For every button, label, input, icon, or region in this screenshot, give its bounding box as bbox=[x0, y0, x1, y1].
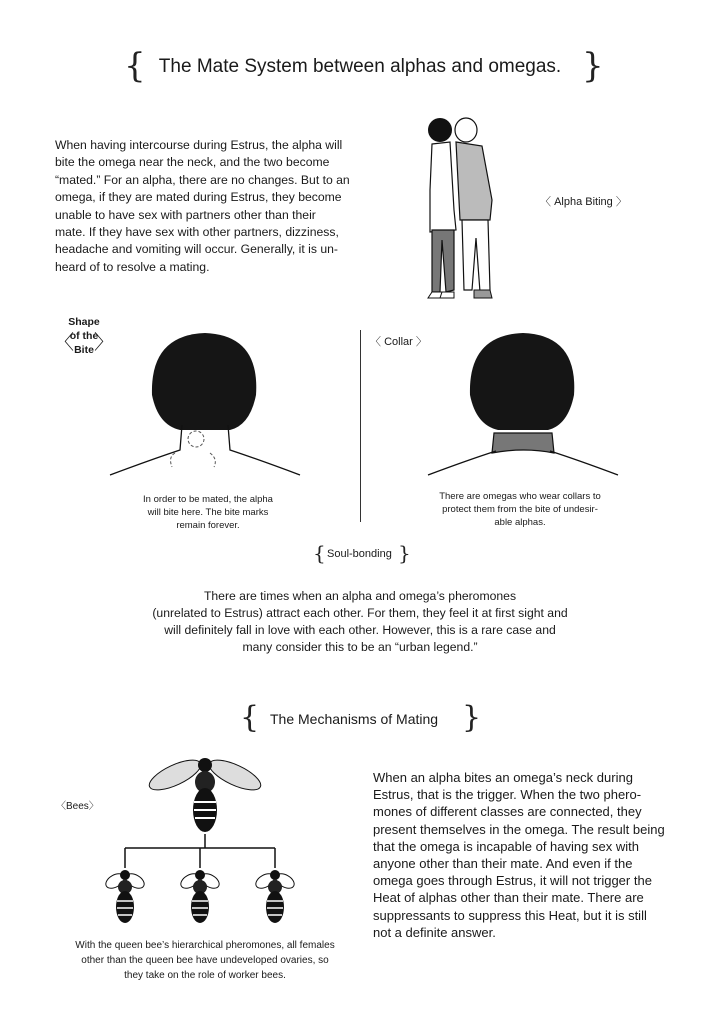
worker-bee-icon bbox=[178, 870, 221, 923]
bite-neck-illustration bbox=[100, 325, 310, 485]
mechanisms-line: present themselves in the omega. The result being bbox=[373, 821, 665, 837]
bite-caption-line: will bite here. The bite marks bbox=[147, 507, 269, 518]
bees-caption-line: With the queen bee’s hierarchical pheromones, all females bbox=[75, 940, 335, 951]
mechanisms-line: suppressants to suppress this Heat, but it is still bbox=[373, 907, 647, 923]
bees-label-text: Bees bbox=[66, 801, 89, 812]
bite-label-line: Shape bbox=[68, 316, 100, 328]
bite-caption bbox=[108, 493, 308, 532]
title-brace-left: { bbox=[124, 46, 146, 86]
intro-line: When having intercourse during Estrus, the alpha will bbox=[55, 138, 343, 152]
alpha-biting-text: Alpha Biting bbox=[554, 196, 613, 208]
intro-line: “mated.” For an alpha, there are no changes. But to an bbox=[55, 172, 350, 187]
mechanisms-line: omega goes through Estrus, it will not trigger the bbox=[373, 873, 652, 889]
intro-paragraph bbox=[55, 137, 395, 276]
bee-hierarchy-diagram bbox=[105, 750, 305, 940]
worker-bee-icon bbox=[253, 870, 296, 923]
intro-line: omega, if they are mated during Estrus, they become bbox=[55, 190, 342, 205]
intro-line: bite the omega near the neck, and the two become bbox=[55, 155, 330, 170]
section2-brace-left: { bbox=[240, 700, 260, 735]
bees-caption-line: other than the queen bee have undeveloped ovaries, so bbox=[81, 955, 329, 966]
soul-brace-right: } bbox=[398, 541, 411, 565]
worker-bee-icon bbox=[103, 870, 146, 923]
mechanisms-line: Estrus, that is the trigger. When the two phero- bbox=[373, 787, 642, 803]
alpha-biting-illustration bbox=[420, 110, 520, 310]
collar-caption-line: able alphas. bbox=[494, 517, 546, 528]
soul-bonding-paragraph bbox=[120, 588, 600, 656]
mechanisms-paragraph bbox=[373, 769, 693, 941]
mechanisms-line: anyone other than their mate. And even if the bbox=[373, 856, 633, 872]
soul-line: (unrelated to Estrus) attract each other. For them, they feel it at first sight and bbox=[152, 606, 568, 620]
bite-label-line: of the bbox=[69, 330, 99, 342]
section2-brace-right: } bbox=[462, 700, 482, 735]
bite-bracket-right: 〉 bbox=[94, 332, 114, 354]
collar-neck-illustration bbox=[418, 325, 628, 485]
soul-bonding-label: Soul-bonding bbox=[327, 548, 392, 560]
alpha-biting-label: 〈 Alpha Biting 〉 bbox=[540, 196, 627, 208]
title-brace-right: } bbox=[582, 46, 604, 86]
soul-line: There are times when an alpha and omega’s pheromones bbox=[203, 589, 517, 603]
collar-label-text: Collar bbox=[384, 336, 413, 348]
panel-divider bbox=[360, 330, 361, 522]
soul-line: many consider this to be an “urban legend.” bbox=[242, 640, 478, 654]
section2-title: The Mechanisms of Mating bbox=[270, 711, 439, 727]
bees-label: 〈Bees〉 bbox=[56, 801, 99, 812]
soul-line: will definitely fall in love with each other. However, this is a rare case and bbox=[164, 623, 556, 637]
soul-brace-left: { bbox=[313, 541, 326, 565]
mechanisms-line: When an alpha bites an omega’s neck during bbox=[373, 770, 633, 785]
mechanisms-line: mones of different classes are connected, they bbox=[373, 804, 642, 820]
bite-label-line: Bite bbox=[74, 344, 94, 356]
mechanisms-line: Heat of alphas other than their mate. There are bbox=[373, 890, 644, 906]
intro-line: mate. If they have sex with other partners, dizziness, bbox=[55, 225, 339, 240]
collar-caption bbox=[410, 490, 630, 529]
collar-caption-line: There are omegas who wear collars to bbox=[439, 491, 601, 502]
intro-line: heard of to resolve a mating. bbox=[55, 259, 210, 274]
intro-line: headache and vomiting will occur. Generally, it is un- bbox=[55, 242, 338, 257]
bite-caption-line: remain forever. bbox=[176, 520, 240, 531]
collar-caption-line: protect them from the bite of undesir- bbox=[442, 504, 598, 515]
mechanisms-line: not a definite answer. bbox=[373, 924, 496, 940]
bite-bracket-left: 〈 bbox=[54, 332, 74, 354]
page-title: The Mate System between alphas and omegas. bbox=[158, 56, 562, 77]
intro-line: unable to have sex with partners other than their bbox=[55, 207, 316, 222]
bite-caption-line: In order to be mated, the alpha bbox=[143, 494, 273, 505]
bees-caption bbox=[30, 938, 380, 983]
bees-caption-line: they take on the role of worker bees. bbox=[124, 970, 286, 981]
queen-bee-icon bbox=[145, 754, 264, 832]
mechanisms-line: that the omega is incapable of having sex with bbox=[373, 838, 639, 854]
collar-label: 〈 Collar 〉 bbox=[370, 336, 427, 348]
